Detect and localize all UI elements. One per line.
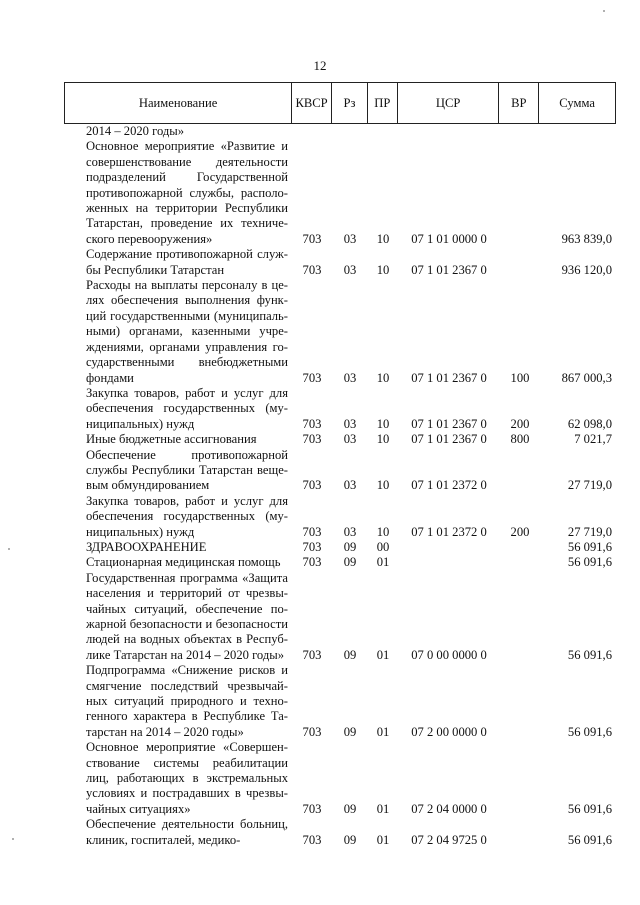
table-row (64, 571, 616, 663)
row-kvsr: 703 (302, 478, 322, 493)
row-pr: 10 (376, 432, 390, 447)
row-vr: 100 (510, 370, 530, 385)
row-sum: 56 091,6 (567, 539, 612, 554)
row-kvsr: 703 (302, 539, 322, 554)
header-name: Наименование (65, 83, 292, 123)
row-kvsr: 703 (302, 231, 322, 246)
row-name: Основное мероприятие «Развитие и совершенствование деятельности подразделений Государственной противопожарной службы, располо-женных на территории Республики Татарстан, проведение их техниче-ского перевооружения» (86, 139, 288, 246)
table-row (64, 432, 616, 447)
row-name: Содержание противопожарной служ-бы Республики Татарстан (86, 247, 288, 277)
row-sum: 936 120,0 (561, 262, 612, 277)
row-rz: 09 (343, 647, 357, 662)
row-vr: 200 (510, 524, 530, 539)
table-row (64, 540, 616, 555)
row-vr: 200 (510, 416, 530, 431)
row-name: Стационарная медицинская помощь (86, 555, 281, 570)
table-row (64, 817, 616, 848)
row-rz: 03 (343, 416, 357, 431)
row-sum: 62 098,0 (567, 416, 612, 431)
row-csr: 07 1 01 2372 0 (411, 524, 487, 539)
row-sum: 56 091,6 (567, 724, 612, 739)
row-rz: 09 (343, 832, 357, 847)
row-sum: 7 021,7 (574, 432, 612, 447)
row-pr: 01 (376, 801, 390, 816)
table-header (64, 82, 616, 124)
table-row (64, 740, 616, 817)
header-rz: Рз (332, 83, 368, 123)
table-row (64, 555, 616, 570)
row-kvsr: 703 (302, 262, 322, 277)
row-rz: 03 (343, 478, 357, 493)
row-kvsr: 703 (302, 724, 322, 739)
table-row (64, 278, 616, 386)
row-kvsr: 703 (302, 555, 322, 570)
row-pr: 01 (376, 724, 390, 739)
row-sum: 963 839,0 (561, 231, 612, 246)
row-kvsr: 703 (302, 524, 322, 539)
row-rz: 09 (343, 539, 357, 554)
row-pr: 00 (376, 539, 390, 554)
header-pr: ПР (368, 83, 398, 123)
row-pr: 10 (376, 231, 390, 246)
row-kvsr: 703 (302, 432, 322, 447)
row-name: Подпрограмма «Снижение рисков и смягчение последствий чрезвычай-ных ситуаций природного и техно-генного характера в Республике Та-тарстан на 2014 – 2020 годы» (86, 663, 288, 739)
row-csr: 07 2 04 9725 0 (411, 832, 487, 847)
table-row (64, 663, 616, 740)
row-name: Расходы на выплаты персоналу в це-лях обеспечения выполнения функ-ций государственными (муниципаль-ными) органами, казенными учре-ждениями, органами управления го-сударственными внебюджетными фондами (86, 278, 288, 385)
table-row (64, 247, 616, 278)
row-rz: 03 (343, 231, 357, 246)
row-csr: 07 0 00 0000 0 (411, 647, 487, 662)
row-csr: 07 1 01 2367 0 (411, 416, 487, 431)
row-csr: 07 1 01 2367 0 (411, 262, 487, 277)
row-csr: 07 1 01 2367 0 (411, 370, 487, 385)
row-rz: 03 (343, 262, 357, 277)
row-sum: 56 091,6 (567, 801, 612, 816)
table-row (64, 139, 616, 247)
row-rz: 09 (343, 801, 357, 816)
row-name: Закупка товаров, работ и услуг для обеспечения государственных (му-ниципальных) нужд (86, 385, 288, 431)
row-pr: 01 (376, 832, 390, 847)
row-name: ЗДРАВООХРАНЕНИЕ (86, 539, 207, 554)
header-vr: ВР (499, 83, 539, 123)
row-csr: 07 2 04 0000 0 (411, 801, 487, 816)
row-name: Иные бюджетные ассигнования (86, 432, 257, 447)
row-name: Основное мероприятие «Совершен-ствование системы реабилитации лиц, работающих в экстремальных условиях и пострадавших в чрезвы-чайных ситуациях» (86, 740, 288, 816)
row-kvsr: 703 (302, 832, 322, 847)
row-sum: 56 091,6 (567, 555, 612, 570)
row-vr: 800 (510, 432, 530, 447)
row-pr: 01 (376, 555, 390, 570)
table-row (64, 386, 616, 432)
row-name: 2014 – 2020 годы» (86, 124, 185, 138)
row-rz: 09 (343, 555, 357, 570)
row-pr: 10 (376, 416, 390, 431)
row-name: Закупка товаров, работ и услуг для обеспечения государственных (му-ниципальных) нужд (86, 493, 288, 539)
row-name: Обеспечение противопожарной службы Республики Татарстан веще-вым обмундированием (86, 447, 288, 493)
row-csr: 07 1 01 2372 0 (411, 478, 487, 493)
row-sum: 56 091,6 (567, 832, 612, 847)
row-kvsr: 703 (302, 370, 322, 385)
table-row (64, 448, 616, 494)
row-name: Государственная программа «Защита населения и территорий от чрезвы-чайных ситуаций, обеспечение по-жарной безопасности и безопасности людей на водных объектах в Респуб-лике Татарстан на 2014 – 2020 годы» (86, 570, 288, 662)
table-row (64, 124, 616, 139)
row-kvsr: 703 (302, 647, 322, 662)
row-kvsr: 703 (302, 416, 322, 431)
scan-speck (8, 548, 10, 550)
row-rz: 03 (343, 432, 357, 447)
row-rz: 03 (343, 524, 357, 539)
row-csr: 07 1 01 2367 0 (411, 432, 487, 447)
row-pr: 10 (376, 262, 390, 277)
row-sum: 27 719,0 (567, 524, 612, 539)
row-pr: 10 (376, 478, 390, 493)
row-kvsr: 703 (302, 801, 322, 816)
scan-speck (603, 10, 605, 12)
row-pr: 10 (376, 524, 390, 539)
row-csr: 07 1 01 0000 0 (411, 231, 487, 246)
header-sum: Сумма (559, 95, 595, 110)
row-sum: 56 091,6 (567, 647, 612, 662)
row-rz: 09 (343, 724, 357, 739)
row-name: Обеспечение деятельности больниц, клиник, госпиталей, медико- (86, 817, 288, 847)
header-kvsr: КВСР (292, 83, 332, 123)
page-number: 12 (313, 58, 327, 73)
row-sum: 27 719,0 (567, 478, 612, 493)
scan-speck (12, 838, 14, 840)
table-body (64, 124, 616, 848)
header-csr: ЦСР (398, 83, 500, 123)
row-pr: 01 (376, 647, 390, 662)
table-row (64, 494, 616, 540)
row-rz: 03 (343, 370, 357, 385)
row-pr: 10 (376, 370, 390, 385)
row-sum: 867 000,3 (561, 370, 612, 385)
row-csr: 07 2 00 0000 0 (411, 724, 487, 739)
